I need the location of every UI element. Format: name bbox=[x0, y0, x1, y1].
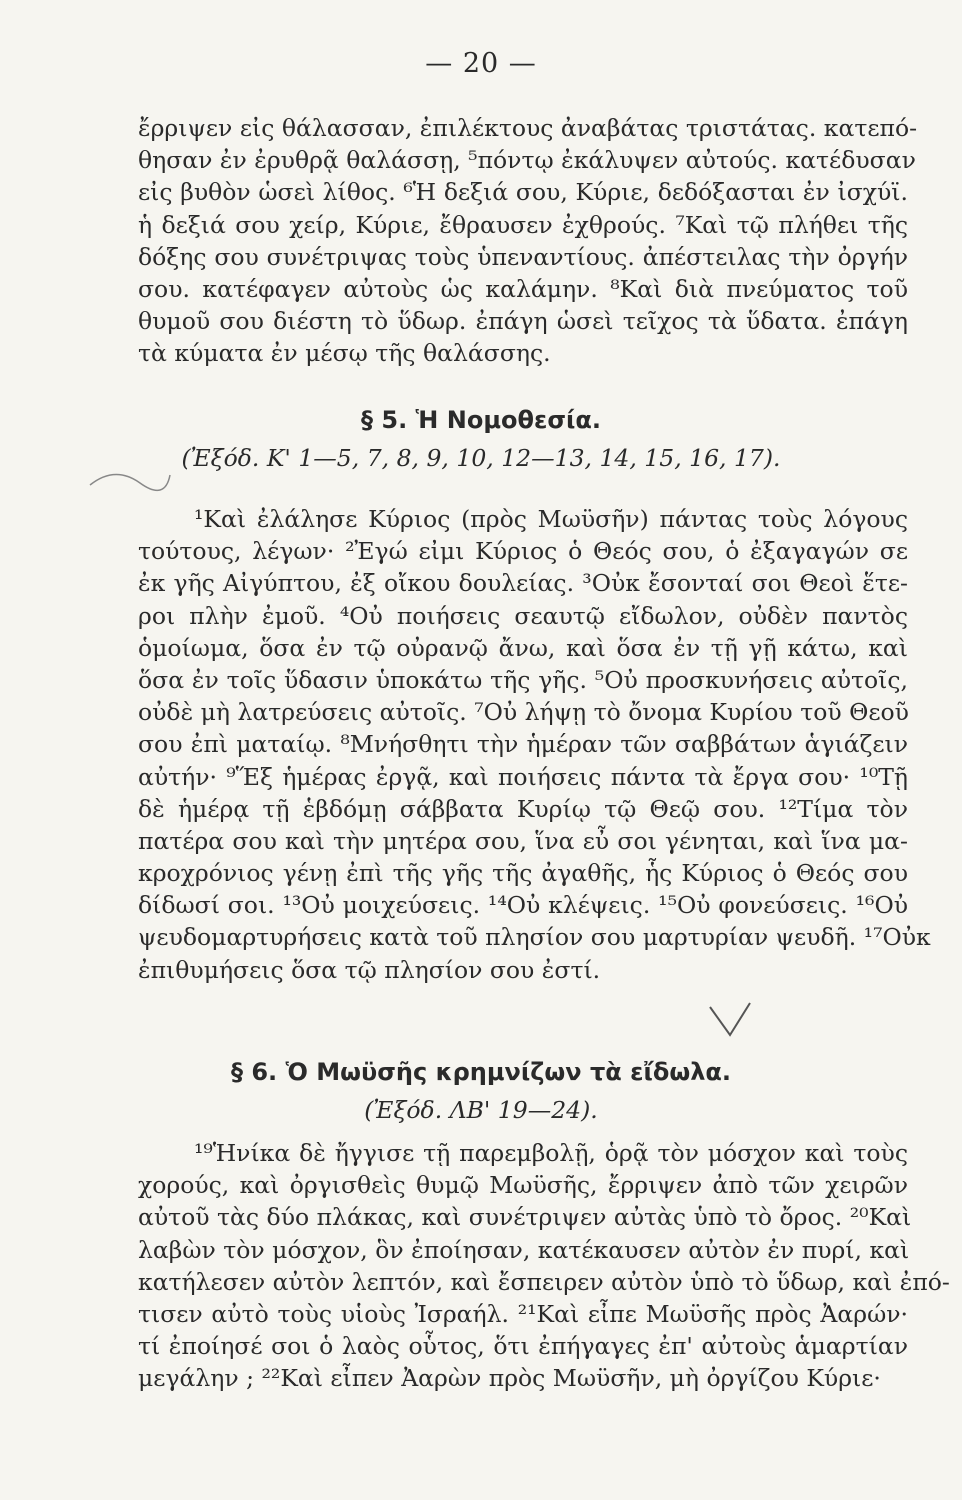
text-line: τούτους, λέγων· ²Ἐγώ εἰμι Κύριος ὁ Θεός σου, ὁ ἐξαγαγών σε bbox=[138, 537, 908, 566]
text-line: ἡ δεξιά σου χείρ, Κύριε, ἔθραυσεν ἐχθρούς. ⁷Καὶ τῷ πλήθει τῆς bbox=[138, 210, 908, 239]
text-line: δίδωσί σοι. ¹³Οὐ μοιχεύσεις. ¹⁴Οὐ κλέψεις. ¹⁵Οὐ φονεύσεις. ¹⁶Οὐ bbox=[138, 891, 908, 920]
text-line: αὐτοῦ τὰς δύο πλάκας, καὶ συνέτριψεν αὐτὰς ὑπὸ τὸ ὄρος. ²⁰Καὶ bbox=[138, 1203, 912, 1232]
text-line: ἐπιθυμήσεις ὅσα τῷ πλησίον σου ἐστί. bbox=[138, 955, 601, 984]
text-line: δόξης σου συνέτριψας τοὺς ὑπεναντίους. ἀπέστειλας τὴν ὀργήν bbox=[138, 242, 908, 271]
text-line: εἰς βυθὸν ὡσεὶ λίθος. ⁶Ἡ δεξιά σου, Κύριε, δεδόξασται ἐν ἰσχύϊ. bbox=[138, 178, 908, 207]
top-paragraph bbox=[138, 112, 918, 370]
pencil-mark-left bbox=[85, 455, 175, 505]
text-line: τὰ κύματα ἐν μέσῳ τῆς θαλάσσης. bbox=[138, 339, 551, 368]
text-line: οὐδὲ μὴ λατρεύσεις αὐτοῖς. ⁷Οὐ λήψῃ τὸ ὄνομα Κυρίου τοῦ Θεοῦ bbox=[138, 698, 909, 727]
text-line: ¹Καὶ ἐλάλησε Κύριος (πρὸς Μωϋσῆν) πάντας τοὺς λόγους bbox=[194, 505, 908, 533]
text-line: ὅσα ἐν τοῖς ὕδασιν ὑποκάτω τῆς γῆς. ⁵Οὐ προσκυνήσεις αὐτοῖς, bbox=[138, 665, 908, 694]
text-line: χορούς, καὶ ὀργισθεὶς θυμῷ Μωϋσῆς, ἔρριψεν ἀπὸ τῶν χειρῶν bbox=[138, 1171, 908, 1200]
text-line: σου. κατέφαγεν αὐτοὺς ὡς καλάμην. ⁸Καὶ διὰ πνεύματος τοῦ bbox=[138, 274, 908, 303]
page-number: — 20 — bbox=[425, 48, 537, 79]
section6-heading: § 6. Ὁ Μωϋσῆς κρημνίζων τὰ εἴδωλα. bbox=[230, 1058, 731, 1086]
text-line: πατέρα σου καὶ τὴν μητέρα σου, ἵνα εὖ σοι γένηται, καὶ ἵνα μα- bbox=[138, 826, 908, 855]
text-line: μεγάλην ; ²²Καὶ εἶπεν Ἀαρὼν πρὸς Μωϋσῆν, μὴ ὀργίζου Κύριε· bbox=[138, 1364, 881, 1393]
text-line: τισεν αὐτὸ τοὺς υἱοὺς Ἰσραήλ. ²¹Καὶ εἶπε Μωϋσῆς πρὸς Ἀαρών· bbox=[138, 1299, 908, 1328]
section5-reference: (Ἐξόδ. Κ' 1—5, 7, 8, 9, 10, 12—13, 14, 15, 16, 17). bbox=[181, 444, 781, 472]
section6-body bbox=[138, 1137, 950, 1395]
text-line: τί ἐποίησέ σοι ὁ λαὸς οὗτος, ὅτι ἐπήγαγες ἐπ' αὐτοὺς ἁμαρτίαν bbox=[138, 1332, 908, 1361]
text-line: ψευδομαρτυρήσεις κατὰ τοῦ πλησίον σου μαρτυρίαν ψευδῆ. ¹⁷Οὐκ bbox=[138, 923, 931, 952]
text-line: ροι πλὴν ἐμοῦ. ⁴Οὐ ποιήσεις σεαυτῷ εἴδωλον, οὐδὲν παντὸς bbox=[138, 601, 908, 630]
section5-body bbox=[138, 503, 931, 986]
text-line: ἔρριψεν εἰς θάλασσαν, ἐπιλέκτους ἀναβάτας τριστάτας. κατεπό- bbox=[138, 114, 918, 142]
section6-reference: (Ἐξόδ. ΛΒ' 19—24). bbox=[364, 1096, 598, 1124]
text-line: αὐτήν· ⁹Ἕξ ἡμέρας ἐργᾷ, καὶ ποιήσεις πάντα τὰ ἔργα σου· ¹⁰Τῇ bbox=[138, 762, 908, 791]
section5-heading: § 5. Ἡ Νομοθεσία. bbox=[361, 406, 601, 434]
text-line: ὁμοίωμα, ὅσα ἐν τῷ οὐρανῷ ἄνω, καὶ ὅσα ἐν τῇ γῇ κάτω, καὶ bbox=[138, 633, 908, 662]
text-line: δὲ ἡμέρᾳ τῇ ἑβδόμῃ σάββατα Κυρίῳ τῷ Θεῷ σου. ¹²Τίμα τὸν bbox=[138, 794, 908, 823]
text-line: κατήλεσεν αὐτὸν λεπτόν, καὶ ἔσπειρεν αὐτὸν ὑπὸ τὸ ὕδωρ, καὶ ἐπό- bbox=[138, 1267, 950, 1296]
text-line: σου ἐπὶ ματαίῳ. ⁸Μνήσθητι τὴν ἡμέραν τῶν σαββάτων ἁγιάζειν bbox=[138, 730, 908, 759]
text-line: ἐκ γῆς Αἰγύπτου, ἐξ οἴκου δουλείας. ³Οὐκ ἔσονταί σοι Θεοὶ ἕτε- bbox=[138, 569, 908, 598]
text-line: λαβὼν τὸν μόσχον, ὃν ἐποίησαν, κατέκαυσεν αὐτὸν ἐν πυρί, καὶ bbox=[138, 1235, 910, 1264]
text-line: ¹⁹Ἡνίκα δὲ ἤγγισε τῇ παρεμβολῇ, ὁρᾷ τὸν μόσχον καὶ τοὺς bbox=[194, 1139, 908, 1167]
pencil-mark-check bbox=[700, 995, 770, 1045]
text-line: θυμοῦ σου διέστη τὸ ὕδωρ. ἐπάγη ὡσεὶ τεῖχος τὰ ὕδατα. ἐπάγη bbox=[138, 307, 908, 336]
text-line: θησαν ἐν ἐρυθρᾷ θαλάσσῃ, ⁵πόντῳ ἐκάλυψεν αὐτούς. κατέδυσαν bbox=[138, 146, 916, 175]
text-line: κροχρόνιος γένῃ ἐπὶ τῆς γῆς τῆς ἀγαθῆς, ἧς Κύριος ὁ Θεός σου bbox=[138, 859, 908, 888]
